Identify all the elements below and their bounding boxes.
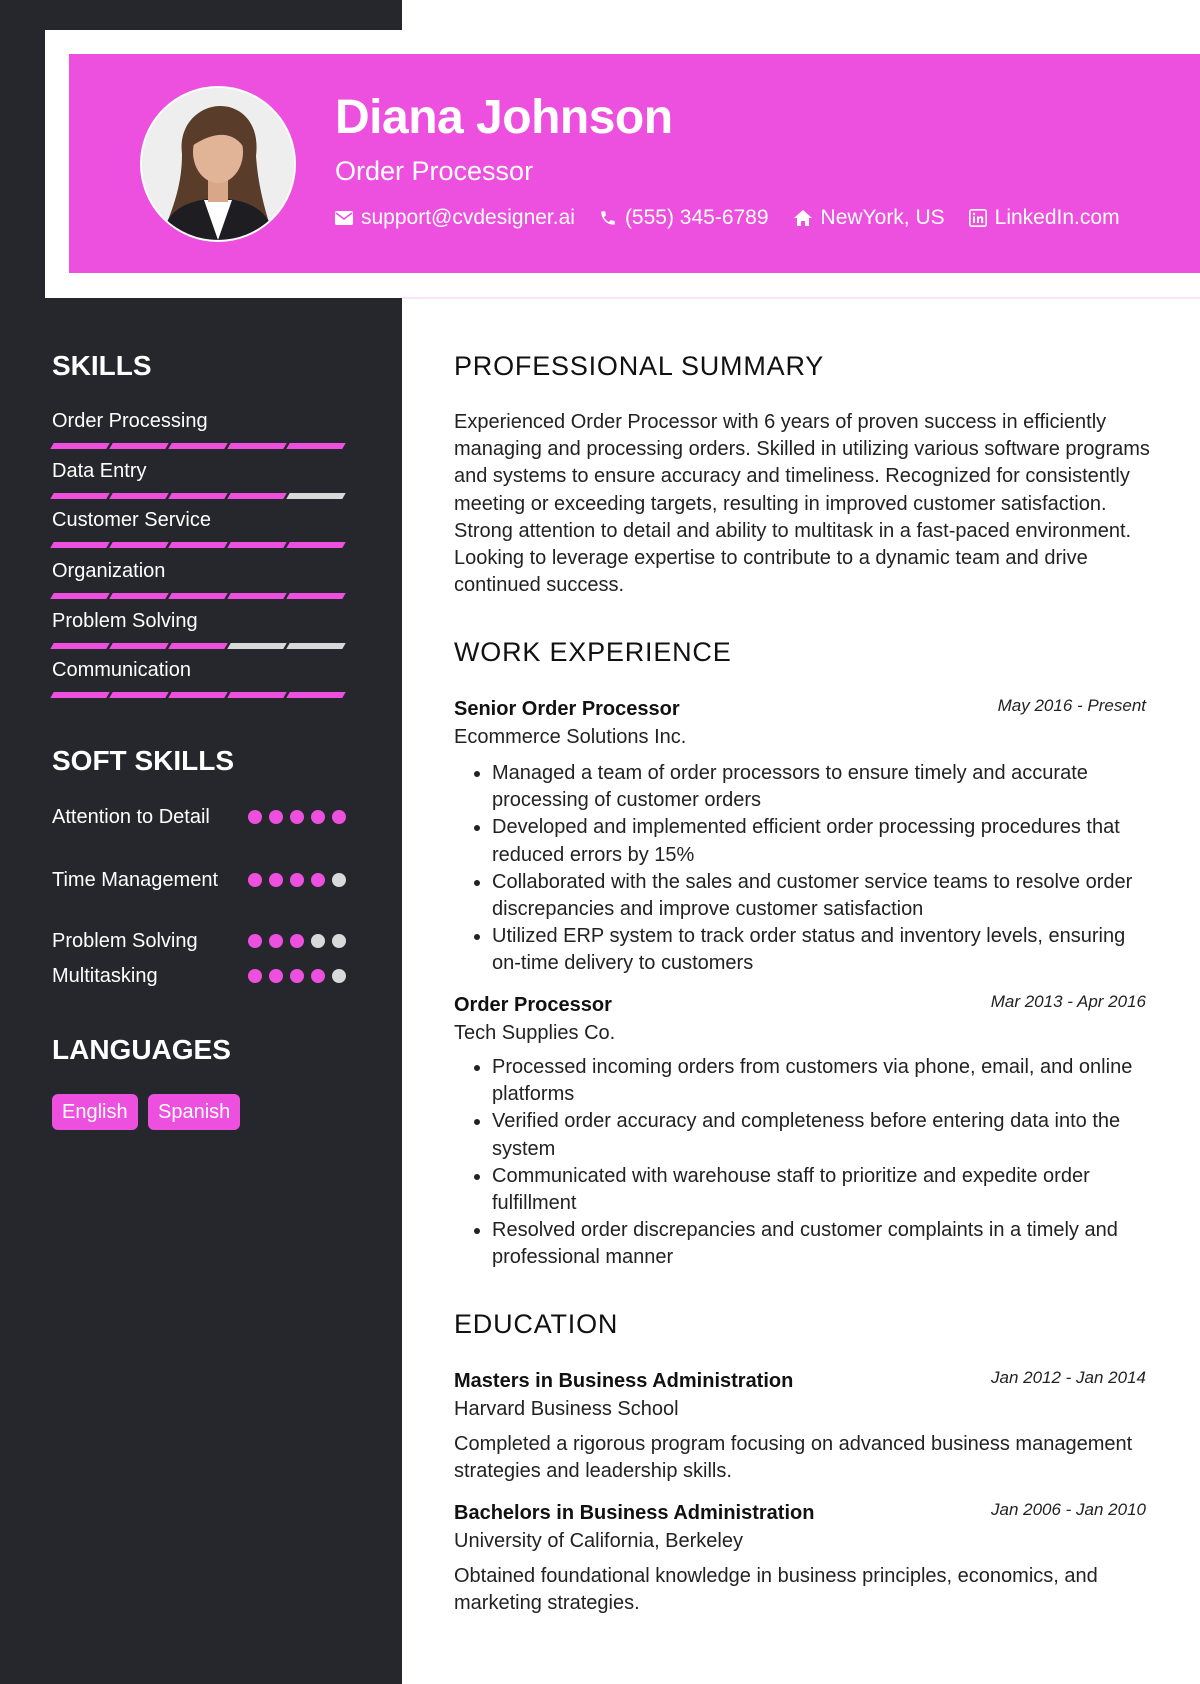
rating-dot-filled (290, 969, 304, 983)
skill-bar (52, 542, 352, 548)
language-badge-spanish: Spanish (148, 1094, 240, 1130)
education-description: Completed a rigorous program focusing on advanced business management strategies and leadership skills. (454, 1433, 1133, 1483)
contact-location (793, 206, 945, 230)
soft-skill-rating (248, 873, 353, 887)
soft-skill-rating (248, 934, 353, 948)
phone-icon (599, 209, 617, 227)
skill-segment-filled (168, 692, 227, 698)
list-item: • Managed a team of order processors to ensure timely and accurate processing of customer orders (492, 760, 1150, 814)
rating-dot-filled (290, 873, 304, 887)
skill-segment-filled (168, 643, 227, 649)
rating-dot-filled (311, 873, 325, 887)
skill-label: Organization (52, 560, 166, 582)
list-item: • Utilized ERP system to track order status and inventory levels, ensuring on-time delivery to customers (492, 923, 1150, 977)
skill-label: Customer Service (52, 509, 211, 531)
skill-segment-filled (168, 443, 227, 449)
rating-dot-empty (311, 934, 325, 948)
skill-segment-filled (109, 593, 168, 599)
skill-segment-filled (286, 593, 345, 599)
candidate-title: Order Processor (335, 156, 534, 186)
list-item: • Verified order accuracy and completeness before entering data into the system (492, 1108, 1150, 1162)
skill-segment-filled (227, 593, 286, 599)
skill-segment-empty (286, 643, 345, 649)
soft-skill-label: Time Management (52, 869, 218, 891)
languages-heading: LANGUAGES (52, 1034, 231, 1065)
soft-skill-label: Attention to Detail (52, 806, 210, 828)
school-name: Harvard Business School (454, 1398, 679, 1420)
rating-dot-filled (269, 873, 283, 887)
job-bullets (454, 760, 1150, 978)
skill-label: Order Processing (52, 410, 208, 432)
job-bullets (454, 1054, 1150, 1272)
rating-dot-filled (248, 810, 262, 824)
skill-segment-filled (286, 542, 345, 548)
skills-heading: SKILLS (52, 350, 152, 381)
skill-segment-filled (50, 443, 109, 449)
summary-text: Experienced Order Processor with 6 years of proven success in efficiently managing and processing orders. Skilled in utilizing various software programs and systems to ensure accuracy and timeliness. Recognized for consistently meeting or exceeding targets, resulting in improved customer satisfaction. Strong attention to detail and ability to multitask in a fast-paced environment. Looking to leverage expertise to contribute to a dynamic team and drive continued success. (454, 411, 1150, 597)
rating-dot-filled (290, 934, 304, 948)
skill-segment-filled (109, 542, 168, 548)
skill-segment-filled (227, 692, 286, 698)
skill-segment-filled (50, 692, 109, 698)
skill-label: Problem Solving (52, 610, 198, 632)
soft-skill-rating (248, 969, 353, 983)
home-icon (793, 209, 813, 227)
email-text: support@cvdesigner.ai (361, 206, 575, 229)
job-role: Order Processor (454, 994, 612, 1016)
soft-skill-label: Problem Solving (52, 930, 198, 952)
list-item: • Processed incoming orders from customers via phone, email, and online platforms (492, 1054, 1150, 1108)
rating-dot-filled (269, 810, 283, 824)
skill-segment-filled (168, 593, 227, 599)
skill-segment-filled (286, 443, 345, 449)
education-dates: Jan 2012 - Jan 2014 (990, 1368, 1146, 1387)
soft-skill-label: Multitasking (52, 965, 158, 987)
linkedin-text: LinkedIn.com (994, 206, 1120, 229)
skill-bar (52, 443, 352, 449)
envelope-icon (335, 211, 353, 225)
skill-segment-filled (168, 542, 227, 548)
contact-email[interactable] (335, 206, 575, 230)
rating-dot-filled (311, 810, 325, 824)
school-name: University of California, Berkeley (454, 1530, 743, 1552)
experience-heading: WORK EXPERIENCE (454, 637, 732, 667)
skill-segment-filled (50, 542, 109, 548)
education-heading: EDUCATION (454, 1309, 619, 1339)
skill-segment-filled (109, 493, 168, 499)
job-dates: Mar 2013 - Apr 2016 (990, 992, 1146, 1011)
degree-title: Bachelors in Business Administration (454, 1502, 815, 1524)
skill-label: Communication (52, 659, 191, 681)
skill-bar (52, 593, 352, 599)
rating-dot-filled (311, 969, 325, 983)
skill-segment-filled (109, 643, 168, 649)
skill-segment-filled (286, 692, 345, 698)
portrait-illustration (142, 88, 294, 240)
skill-segment-filled (50, 493, 109, 499)
rating-dot-empty (332, 969, 346, 983)
rating-dot-filled (269, 934, 283, 948)
skill-bar (52, 692, 352, 698)
soft-skill-rating (248, 810, 353, 824)
skill-label: Data Entry (52, 460, 147, 482)
summary-heading: PROFESSIONAL SUMMARY (454, 351, 825, 381)
contact-phone[interactable] (599, 206, 769, 230)
skill-segment-filled (109, 443, 168, 449)
skill-segment-filled (227, 443, 286, 449)
rating-dot-empty (332, 934, 346, 948)
education-dates: Jan 2006 - Jan 2010 (990, 1500, 1146, 1519)
list-item: • Communicated with warehouse staff to prioritize and expedite order fulfillment (492, 1163, 1150, 1217)
skill-segment-filled (109, 692, 168, 698)
contact-row (335, 206, 1144, 230)
skill-segment-filled (227, 542, 286, 548)
skill-bar (52, 643, 352, 649)
skill-segment-filled (50, 643, 109, 649)
job-company: Tech Supplies Co. (454, 1022, 616, 1044)
skill-segment-filled (50, 593, 109, 599)
soft-skills-heading: SOFT SKILLS (52, 745, 234, 776)
rating-dot-filled (269, 969, 283, 983)
contact-linkedin[interactable] (969, 206, 1120, 230)
phone-text: (555) 345-6789 (624, 206, 769, 229)
rating-dot-filled (290, 810, 304, 824)
degree-title: Masters in Business Administration (454, 1370, 794, 1392)
education-description: Obtained foundational knowledge in business principles, economics, and marketing strategies. (454, 1565, 1098, 1615)
rating-dot-empty (332, 873, 346, 887)
rating-dot-filled (248, 969, 262, 983)
skill-segment-filled (227, 493, 286, 499)
avatar (140, 86, 296, 242)
linkedin-icon (969, 209, 987, 227)
skill-segment-empty (286, 493, 345, 499)
rating-dot-filled (248, 873, 262, 887)
skill-segment-empty (227, 643, 286, 649)
rating-dot-filled (248, 934, 262, 948)
list-item: • Developed and implemented efficient order processing procedures that reduced errors by 15% (492, 814, 1150, 868)
list-item: • Collaborated with the sales and customer service teams to resolve order discrepancies and improve customer satisfaction (492, 869, 1150, 923)
job-company: Ecommerce Solutions Inc. (454, 726, 687, 748)
language-badge-english: English (52, 1094, 138, 1130)
skill-bar (52, 493, 352, 499)
candidate-name: Diana Johnson (335, 91, 673, 144)
list-item: • Resolved order discrepancies and customer complaints in a timely and professional manner (492, 1217, 1150, 1271)
header-divider (402, 297, 1200, 299)
location-text: NewYork, US (820, 206, 945, 229)
skill-segment-filled (168, 493, 227, 499)
job-dates: May 2016 - Present (997, 696, 1146, 715)
rating-dot-filled (332, 810, 346, 824)
job-role: Senior Order Processor (454, 698, 680, 720)
